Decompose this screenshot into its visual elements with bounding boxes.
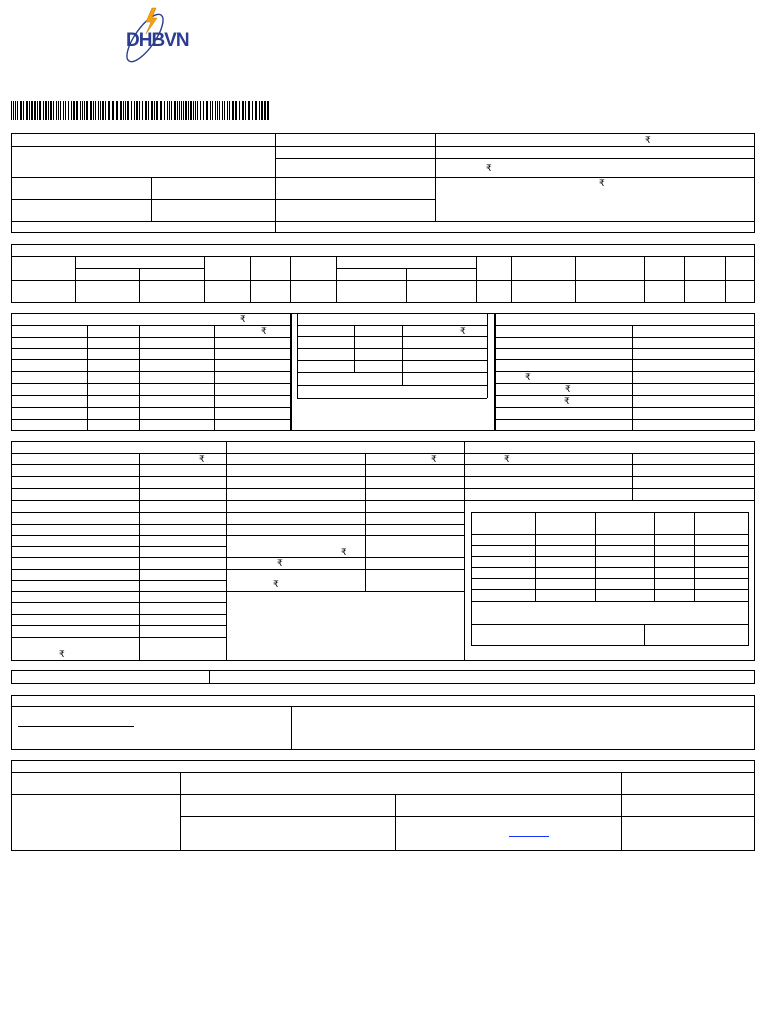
barcode-bar [177, 101, 178, 120]
rupee-symbol: ₹ [199, 454, 205, 464]
barcode-bar [26, 101, 28, 120]
barcode-bar [76, 101, 78, 120]
barcode-bar [245, 101, 246, 120]
barcode-bar [29, 101, 30, 120]
barcode-bar [82, 101, 83, 120]
barcode-bar [232, 101, 234, 120]
barcode-bar [102, 101, 104, 120]
barcode-bar [171, 101, 172, 120]
barcode-icon [11, 101, 271, 120]
rupee-symbol: ₹ [564, 396, 570, 406]
barcode-bar [95, 101, 96, 120]
charges-panel-right [495, 313, 755, 431]
barcode-bar [86, 101, 88, 120]
barcode-bar [65, 101, 66, 120]
barcode-bar [227, 101, 228, 120]
barcode-bar [13, 101, 14, 120]
barcode-bar [190, 101, 192, 120]
barcode-bar [264, 101, 266, 120]
barcode-bar [56, 101, 57, 120]
barcode-bar [203, 101, 204, 120]
rupee-symbol: ₹ [273, 579, 279, 589]
barcode-bar [267, 101, 269, 120]
barcode-bar [151, 101, 153, 120]
barcode-bar [239, 101, 240, 120]
barcode-bar [120, 101, 122, 120]
barcode-bar [60, 101, 61, 120]
barcode-bar [261, 101, 263, 120]
barcode-bar [93, 101, 94, 120]
rupee-symbol: ₹ [261, 326, 267, 336]
consumption-history-table [471, 512, 749, 646]
signature-section [11, 695, 755, 750]
barcode-bar [142, 101, 143, 120]
consumer-info-section [11, 133, 755, 233]
barcode-bar [50, 101, 52, 120]
rupee-symbol: ₹ [277, 558, 283, 568]
rupee-symbol: ₹ [504, 454, 510, 464]
barcode-bar [139, 101, 140, 120]
rupee-symbol: ₹ [599, 178, 605, 188]
barcode-bar [31, 101, 33, 120]
barcode-bar [222, 101, 223, 120]
barcode-bar [219, 101, 220, 120]
barcode-bar [248, 101, 250, 120]
charges-panel-left [11, 313, 291, 431]
rupee-symbol: ₹ [460, 326, 466, 336]
barcode-bar [90, 101, 92, 120]
rupee-symbol: ₹ [240, 314, 246, 324]
barcode-bar [100, 101, 101, 120]
barcode-bar [98, 101, 99, 120]
barcode-bar [160, 101, 162, 120]
barcode-bar [45, 101, 47, 120]
rupee-symbol: ₹ [341, 547, 347, 557]
signature-line [18, 726, 134, 727]
barcode-bar [136, 101, 138, 120]
barcode-bar [68, 101, 69, 120]
barcode-bar [156, 101, 158, 120]
barcode-bar [235, 101, 237, 120]
message-row [11, 670, 755, 684]
barcode-bar [116, 101, 118, 120]
barcode-bar [179, 101, 180, 120]
barcode-bar [23, 101, 24, 120]
barcode-bar [252, 101, 253, 120]
barcode-bar [200, 101, 201, 120]
barcode-bar [145, 101, 147, 120]
barcode-bar [181, 101, 182, 120]
barcode-bar [174, 101, 176, 120]
barcode-bar [255, 101, 257, 120]
rupee-symbol: ₹ [59, 649, 65, 659]
barcode-bar [48, 101, 49, 120]
barcode-bar [37, 101, 38, 120]
barcode-bar [108, 101, 110, 120]
barcode-bar [53, 101, 54, 120]
barcode-bar [80, 101, 81, 120]
barcode-bar [105, 101, 106, 120]
barcode-bar [15, 101, 16, 120]
barcode-bar [148, 101, 149, 120]
barcode-bar [11, 101, 12, 120]
barcode-bar [188, 101, 189, 120]
barcode-bar [229, 101, 230, 120]
barcode-bar [43, 101, 44, 120]
barcode-bar [134, 101, 135, 120]
barcode-bar [112, 101, 114, 120]
barcode-bar [242, 101, 244, 120]
website-link[interactable] [509, 836, 549, 837]
barcode-bar [210, 101, 211, 120]
barcode-bar [71, 101, 72, 120]
barcode-bar [154, 101, 155, 120]
barcode-bar [17, 101, 18, 120]
rupee-symbol: ₹ [645, 135, 651, 145]
barcode-bar [34, 101, 36, 120]
barcode-bar [197, 101, 198, 120]
barcode-bar [73, 101, 75, 120]
barcode-bar [123, 101, 124, 120]
barcode-bar [206, 101, 208, 120]
barcode-bar [183, 101, 184, 120]
rupee-symbol: ₹ [525, 372, 531, 382]
barcode-bar [125, 101, 126, 120]
barcode-bar [39, 101, 41, 120]
barcode-bar [127, 101, 129, 120]
barcode-bar [167, 101, 168, 120]
barcode-bar [215, 101, 216, 120]
barcode-bar [164, 101, 165, 120]
contact-section [11, 760, 755, 851]
barcode-bar [217, 101, 218, 120]
rupee-symbol: ₹ [565, 384, 571, 394]
rupee-symbol: ₹ [486, 163, 492, 173]
barcode-bar [58, 101, 59, 120]
barcode-bar [193, 101, 194, 120]
barcode-bar [212, 101, 213, 120]
barcode-bar [84, 101, 85, 120]
barcode-bar [169, 101, 170, 120]
barcode-bar [131, 101, 132, 120]
barcode-bar [63, 101, 64, 120]
logo-text: DHBVN [126, 30, 189, 51]
rupee-symbol: ₹ [431, 454, 437, 464]
barcode-bar [259, 101, 260, 120]
barcode-bar [224, 101, 225, 120]
barcode-bar [185, 101, 187, 120]
barcode-bar [195, 101, 196, 120]
barcode-bar [20, 101, 22, 120]
